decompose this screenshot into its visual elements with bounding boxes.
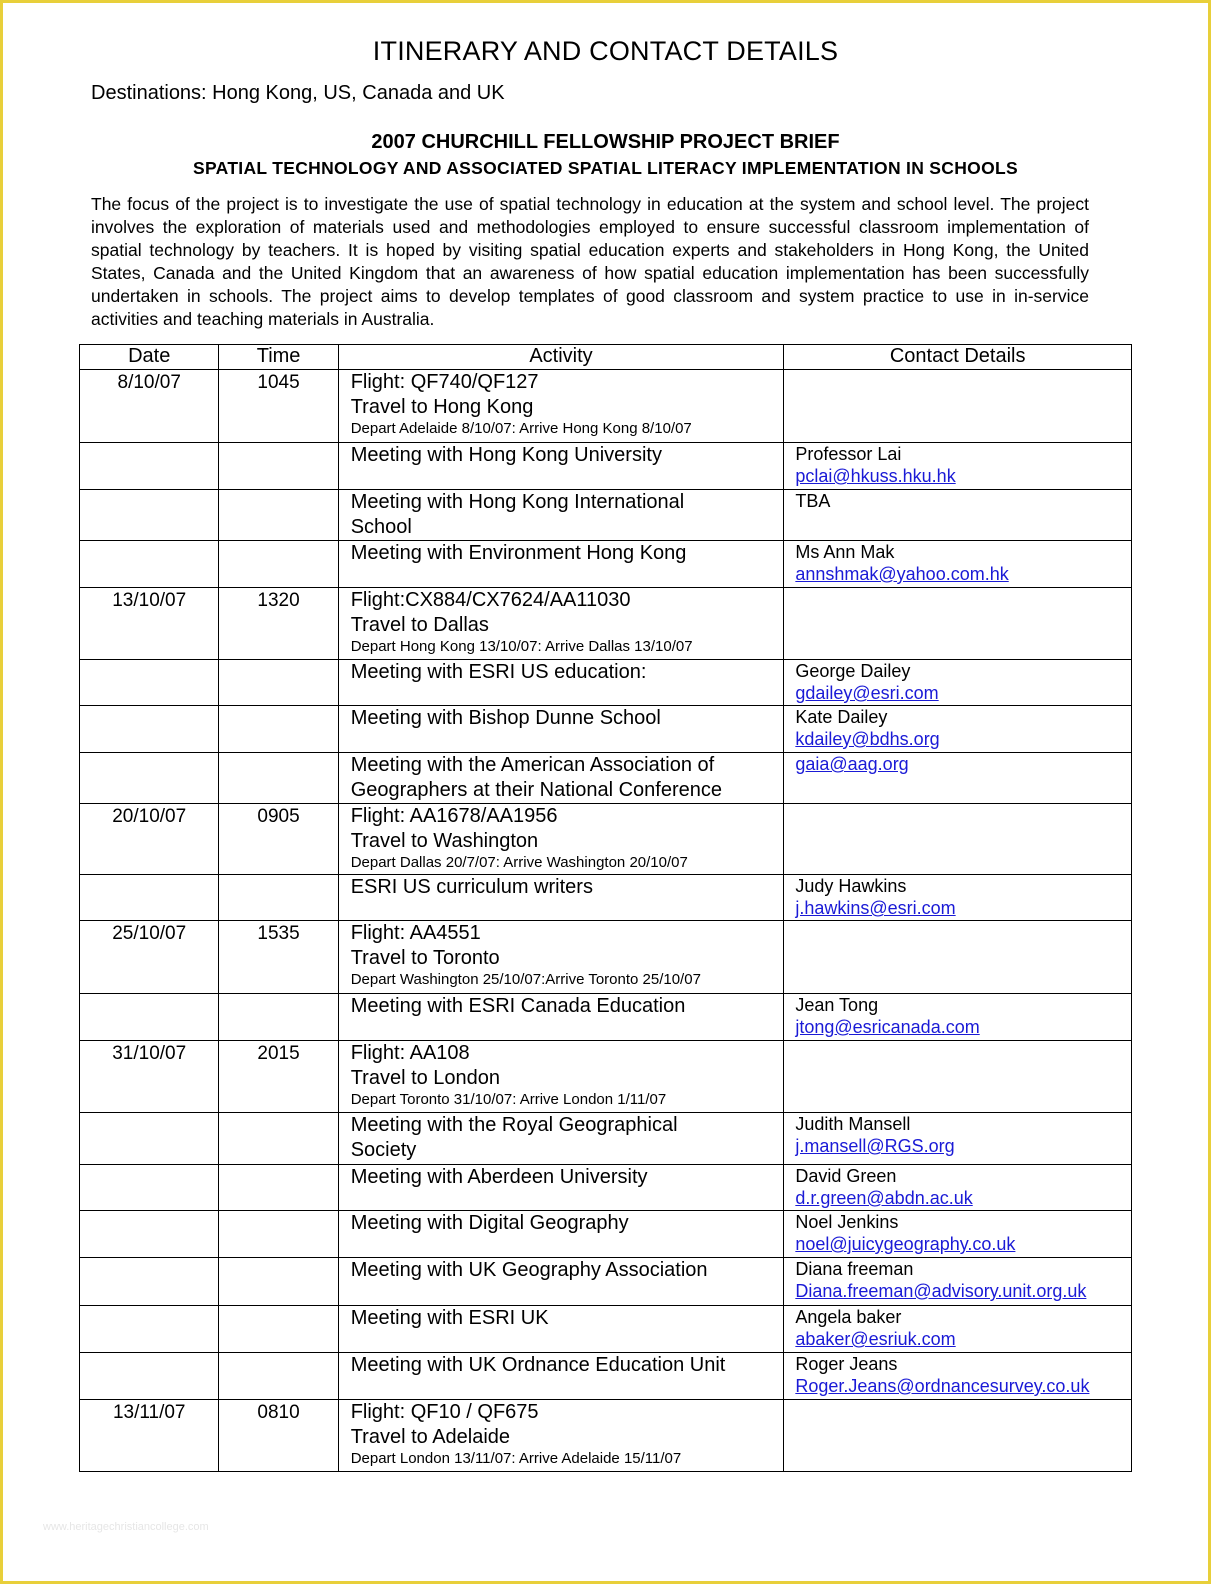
cell-contact: [784, 370, 1132, 443]
cell-contact: [784, 1400, 1132, 1472]
table-row: [80, 1353, 1132, 1400]
cell-date: 13/11/07: [80, 1400, 219, 1472]
cell-time: [219, 490, 338, 541]
table-row: [80, 443, 1132, 490]
table-row: [80, 370, 1132, 443]
cell-time: [219, 706, 338, 753]
table-row: [80, 875, 1132, 921]
activity-line: Travel to Hong Kong: [350, 396, 534, 418]
table-row: [80, 1400, 1132, 1472]
contact-name: Kate Dailey: [795, 707, 888, 727]
cell-time: [219, 1306, 338, 1353]
brief-title: 2007 CHURCHILL FELLOWSHIP PROJECT BRIEF: [371, 131, 840, 153]
activity-line: Meeting with ESRI US education:: [350, 661, 647, 683]
contact-email-link[interactable]: jtong@esricanada.com: [795, 1017, 980, 1037]
cell-time: [219, 1113, 338, 1165]
activity-detail: Depart London 13/11/07: Arrive Adelaide 15/11/07: [350, 1450, 682, 1467]
activity-line: Flight:CX884/CX7624/AA11030: [350, 589, 631, 611]
cell-time: 1535: [219, 921, 338, 994]
contact-name: George Dailey: [795, 661, 911, 681]
activity-line: Meeting with ESRI UK: [350, 1307, 549, 1329]
cell-time: 2015: [219, 1041, 338, 1113]
activity-detail: Depart Dallas 20/7/07: Arrive Washington 20/10/07: [350, 854, 688, 871]
itinerary-table: [79, 344, 1132, 1472]
cell-activity: [338, 994, 784, 1041]
brief-subtitle: SPATIAL TECHNOLOGY AND ASSOCIATED SPATIAL LITERACY IMPLEMENTATION IN SCHOOLS: [193, 158, 1018, 178]
header-time: Time: [219, 345, 338, 370]
cell-contact: [784, 490, 1132, 541]
activity-line: Flight: AA108: [350, 1042, 470, 1064]
cell-contact: [784, 588, 1132, 660]
table-row: [80, 804, 1132, 875]
contact-name: Professor Lai: [795, 444, 902, 464]
cell-time: [219, 1353, 338, 1400]
cell-date: 25/10/07: [80, 921, 219, 994]
page-title: ITINERARY AND CONTACT DETAILS: [372, 36, 839, 66]
contact-email-link[interactable]: Roger.Jeans@ordnancesurvey.co.uk: [795, 1376, 1090, 1396]
cell-contact: [784, 1306, 1132, 1353]
contact-name: TBA: [795, 491, 831, 511]
cell-activity: [338, 1353, 784, 1400]
cell-activity: [338, 541, 784, 588]
cell-activity: [338, 490, 784, 541]
cell-date: 31/10/07: [80, 1041, 219, 1113]
activity-detail: Depart Washington 25/10/07:Arrive Toronto 25/10/07: [350, 971, 701, 988]
cell-contact: [784, 443, 1132, 490]
contact-email-link[interactable]: annshmak@yahoo.com.hk: [795, 564, 1009, 584]
contact-name: Ms Ann Mak: [795, 542, 895, 562]
activity-detail: Depart Adelaide 8/10/07: Arrive Hong Kong 8/10/07: [350, 420, 692, 437]
cell-contact: [784, 1113, 1132, 1165]
cell-contact: [784, 875, 1132, 921]
activity-line: Flight: AA1678/AA1956: [350, 805, 558, 827]
cell-contact: [784, 994, 1132, 1041]
activity-detail: Depart Toronto 31/10/07: Arrive London 1/11/07: [350, 1091, 667, 1108]
cell-activity: [338, 804, 784, 875]
itinerary-body: [80, 370, 1132, 1472]
table-header-row: [80, 345, 1132, 370]
cell-date: [80, 875, 219, 921]
cell-contact: [784, 1041, 1132, 1113]
cell-date: [80, 1165, 219, 1211]
cell-activity: [338, 370, 784, 443]
cell-date: 13/10/07: [80, 588, 219, 660]
contact-name: Diana freeman: [795, 1259, 914, 1279]
contact-name: Angela baker: [795, 1307, 902, 1327]
cell-date: 8/10/07: [80, 370, 219, 443]
table-row: [80, 660, 1132, 706]
cell-contact: [784, 660, 1132, 706]
cell-activity: [338, 875, 784, 921]
cell-time: [219, 875, 338, 921]
cell-activity: [338, 1113, 784, 1165]
contact-email-link[interactable]: gaia@aag.org: [795, 754, 909, 774]
activity-line: Meeting with UK Geography Association: [350, 1259, 708, 1281]
cell-activity: [338, 588, 784, 660]
activity-line: Travel to London: [350, 1067, 501, 1089]
activity-line: ESRI US curriculum writers: [350, 876, 593, 898]
cell-time: 0905: [219, 804, 338, 875]
activity-line: Meeting with Hong Kong University: [350, 444, 662, 466]
activity-line: Travel to Adelaide: [350, 1426, 511, 1448]
contact-email-link[interactable]: d.r.green@abdn.ac.uk: [795, 1188, 973, 1208]
cell-contact: [784, 1258, 1132, 1306]
table-row: [80, 706, 1132, 753]
cell-activity: [338, 1306, 784, 1353]
cell-activity: [338, 1258, 784, 1306]
table-row: [80, 490, 1132, 541]
cell-contact: [784, 1211, 1132, 1258]
cell-date: [80, 660, 219, 706]
cell-time: [219, 994, 338, 1041]
table-row: [80, 1165, 1132, 1211]
contact-name: Noel Jenkins: [795, 1212, 899, 1232]
activity-line: Meeting with the Royal Geographical: [350, 1114, 678, 1136]
cell-activity: [338, 706, 784, 753]
contact-email-link[interactable]: gdailey@esri.com: [795, 683, 939, 703]
cell-activity: [338, 443, 784, 490]
table-row: [80, 588, 1132, 660]
table-row: [80, 1211, 1132, 1258]
contact-email-link[interactable]: kdailey@bdhs.org: [795, 729, 940, 749]
activity-line: Meeting with Hong Kong International: [350, 491, 685, 513]
cell-time: [219, 541, 338, 588]
table-row: [80, 1113, 1132, 1165]
intro-paragraph: The focus of the project is to investigate the use of spatial technology in education at the system and school level. The project involves the exploration of materials used and methodologies employed to ensure successful classroom implementation of spatial technology by teachers. It is hoped by visiting spatial education experts and stakeholders in Hong Kong, the United States, Canada and the United Kingdom that an awareness of how spatial education implementation has been successfully undertaken in schools. The project aims to develop templates of good classroom and system practice to use in in-service activities and teaching materials in Australia.: [91, 194, 1089, 329]
header-activity: Activity: [338, 345, 784, 370]
cell-time: 1320: [219, 588, 338, 660]
activity-line: Flight: AA4551: [350, 922, 481, 944]
cell-activity: [338, 1211, 784, 1258]
cell-contact: [784, 706, 1132, 753]
cell-date: [80, 1211, 219, 1258]
contact-email-link[interactable]: j.hawkins@esri.com: [795, 898, 956, 918]
destinations-line: Destinations: Hong Kong, US, Canada and UK: [91, 82, 505, 104]
cell-activity: [338, 1041, 784, 1113]
activity-line: Meeting with Digital Geography: [350, 1212, 629, 1234]
cell-activity: [338, 753, 784, 804]
cell-time: [219, 753, 338, 804]
activity-line: Flight: QF740/QF127: [350, 371, 539, 393]
cell-time: 0810: [219, 1400, 338, 1472]
table-row: [80, 921, 1132, 994]
table-row: [80, 1041, 1132, 1113]
header-date: Date: [80, 345, 219, 370]
cell-contact: [784, 541, 1132, 588]
activity-line: Meeting with Environment Hong Kong: [350, 542, 687, 564]
table-row: [80, 1258, 1132, 1306]
activity-line: Meeting with Bishop Dunne School: [350, 707, 661, 729]
activity-line: Travel to Toronto: [350, 947, 500, 969]
cell-activity: [338, 660, 784, 706]
activity-line: Flight: QF10 / QF675: [350, 1401, 539, 1423]
cell-date: [80, 1353, 219, 1400]
cell-contact: [784, 1165, 1132, 1211]
cell-time: [219, 1211, 338, 1258]
contact-email-link[interactable]: abaker@esriuk.com: [795, 1329, 956, 1349]
table-row: [80, 753, 1132, 804]
contact-name: Judith Mansell: [795, 1114, 911, 1134]
cell-date: 20/10/07: [80, 804, 219, 875]
cell-date: [80, 541, 219, 588]
activity-line: Meeting with the American Association of: [350, 754, 715, 776]
contact-email-link[interactable]: noel@juicygeography.co.uk: [795, 1234, 1016, 1254]
cell-date: [80, 1113, 219, 1165]
activity-detail: Depart Hong Kong 13/10/07: Arrive Dallas 13/10/07: [350, 638, 693, 655]
cell-time: [219, 1165, 338, 1211]
cell-contact: [784, 1353, 1132, 1400]
activity-line: Meeting with UK Ordnance Education Unit: [350, 1354, 726, 1376]
activity-line: Travel to Dallas: [350, 614, 489, 636]
cell-time: [219, 1258, 338, 1306]
cell-date: [80, 490, 219, 541]
cell-time: [219, 660, 338, 706]
contact-name: David Green: [795, 1166, 897, 1186]
contact-name: Roger Jeans: [795, 1354, 898, 1374]
cell-activity: [338, 1165, 784, 1211]
activity-line: School: [350, 516, 412, 538]
contact-name: Judy Hawkins: [795, 876, 907, 896]
cell-time: 1045: [219, 370, 338, 443]
contact-email-link[interactable]: Diana.freeman@advisory.unit.org.uk: [795, 1281, 1087, 1301]
cell-activity: [338, 921, 784, 994]
cell-date: [80, 1258, 219, 1306]
cell-date: [80, 706, 219, 753]
activity-line: Travel to Washington: [350, 830, 539, 852]
header-contact: Contact Details: [784, 345, 1132, 370]
cell-date: [80, 753, 219, 804]
activity-line: Meeting with Aberdeen University: [350, 1166, 648, 1188]
cell-time: [219, 443, 338, 490]
table-row: [80, 1306, 1132, 1353]
contact-email-link[interactable]: pclai@hkuss.hku.hk: [795, 466, 956, 486]
activity-line: Meeting with ESRI Canada Education: [350, 995, 686, 1017]
activity-line: Society: [350, 1139, 417, 1161]
contact-name: Jean Tong: [795, 995, 879, 1015]
table-row: [80, 541, 1132, 588]
cell-activity: [338, 1400, 784, 1472]
cell-date: [80, 994, 219, 1041]
cell-contact: [784, 753, 1132, 804]
watermark: www.heritagechristiancollege.com: [43, 1521, 209, 1533]
cell-date: [80, 443, 219, 490]
activity-line: Geographers at their National Conference: [350, 779, 723, 801]
table-row: [80, 994, 1132, 1041]
cell-contact: [784, 921, 1132, 994]
cell-date: [80, 1306, 219, 1353]
contact-email-link[interactable]: j.mansell@RGS.org: [795, 1136, 955, 1156]
cell-contact: [784, 804, 1132, 875]
